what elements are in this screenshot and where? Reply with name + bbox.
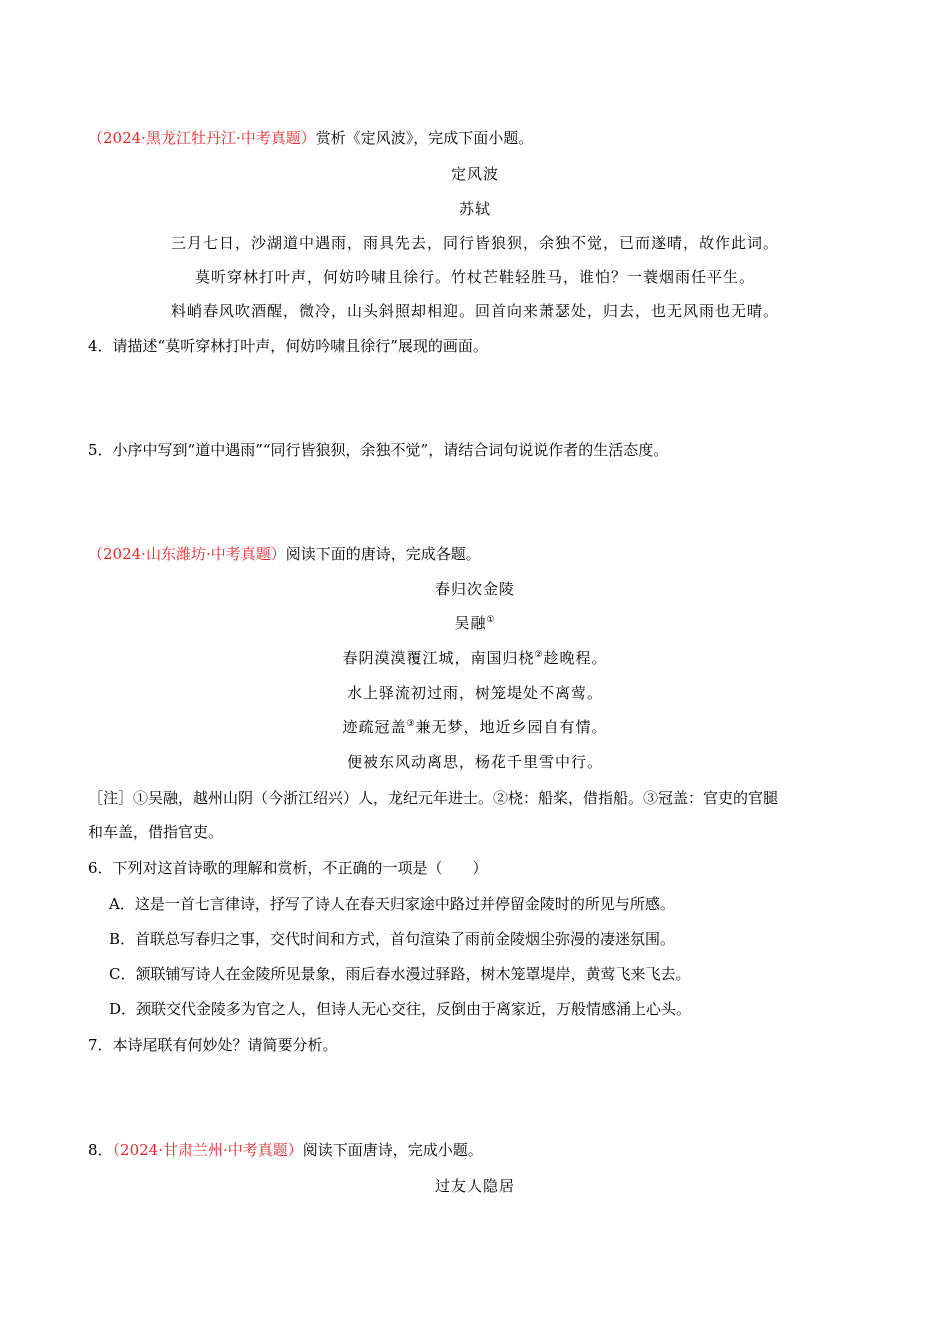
question-5: 5．小序中写到“道中遇雨”“同行皆狼狈，余独不觉”，请结合词句说说作者的生活态度。	[88, 441, 669, 459]
option-b: B．首联总写春归之事，交代时间和方式，首句渲染了雨前金陵烟尘弥漫的凄迷氛围。	[109, 930, 676, 948]
section2-poem-title: 春归次金陵	[434, 580, 515, 598]
section1-poem-line: 莫听穿林打叶声，何妨吟啸且徐行。竹杖芒鞋轻胜马，谁怕？一蓑烟雨任平生。	[194, 268, 755, 286]
section2-intro: 阅读下面的唐诗，完成各题。	[285, 545, 481, 563]
author-name: 吴融	[454, 614, 487, 632]
option-a: A．这是一首七言律诗，抒写了诗人在春天归家途中路过并停留金陵时的所见与所感。	[109, 895, 675, 913]
poem-text: 迹疏冠盖	[342, 718, 407, 736]
section2-poem-line	[0, 648, 950, 668]
question-7: 7．本诗尾联有何妙处？请简要分析。	[88, 1036, 338, 1054]
section1-poem-author: 苏轼	[458, 200, 491, 218]
question-6: 6．下列对这首诗歌的理解和赏析，不正确的一项是（ ）	[88, 859, 488, 877]
section1-preface: 三月七日，沙湖道中遇雨，雨具先去，同行皆狼狈，余独不觉，已而遂晴，故作此词。	[170, 234, 779, 252]
footnote-marker: ②	[534, 650, 544, 660]
section2-poem-author	[0, 613, 950, 633]
section1-poem-line: 料峭春风吹酒醒，微冷，山头斜照却相迎。回首向来萧瑟处，归去，也无风雨也无晴。	[170, 302, 779, 320]
footnote-marker: ③	[406, 719, 416, 729]
section1-poem-title: 定风波	[450, 165, 499, 183]
poem-text: 春阴漠漠覆江城，南国归桡	[342, 649, 535, 667]
poem-text: 兼无梦，地近乡园自有情。	[415, 718, 608, 736]
footnote-marker: ①	[486, 615, 496, 625]
section3-heading	[88, 1140, 483, 1160]
section3-source: （2024·甘肃兰州·中考真题）	[112, 1141, 303, 1159]
section2-heading	[88, 544, 481, 564]
section2-note-line: 和车盖，借指官吏。	[88, 823, 224, 841]
section1-intro: 赏析《定风波》，完成下面小题。	[315, 129, 534, 147]
section1-source: （2024·黑龙江牡丹江·中考真题）	[88, 129, 316, 147]
section3-poem-title: 过友人隐居	[434, 1177, 515, 1195]
question-8-number: 8．	[88, 1141, 113, 1159]
section2-poem-line	[0, 717, 950, 737]
option-d: D．颈联交代金陵多为官之人，但诗人无心交往，反倒由于离家近，万般情感涌上心头。	[109, 1000, 692, 1018]
section2-poem-line: 便被东风动离思，杨花千里雪中行。	[346, 753, 603, 771]
section1-heading	[88, 128, 533, 148]
section2-note-line: ［注］①吴融，越州山阴（今浙江绍兴）人，龙纪元年进士。②桡：船桨，借指船。③冠盖：官吏的官腿	[88, 789, 779, 807]
question-4: 4．请描述“莫听穿林打叶声，何妨吟啸且徐行”展现的画面。	[88, 337, 488, 355]
option-c: C．颔联铺写诗人在金陵所见景象，雨后春水漫过驿路，树木笼罩堤岸，黄莺飞来飞去。	[109, 965, 691, 983]
section2-source: （2024·山东潍坊·中考真题）	[88, 545, 286, 563]
section2-poem-line: 水上驿流初过雨，树笼堤处不离莺。	[346, 684, 603, 702]
section3-intro: 阅读下面唐诗，完成小题。	[302, 1141, 483, 1159]
poem-text: 趁晚程。	[543, 649, 608, 667]
